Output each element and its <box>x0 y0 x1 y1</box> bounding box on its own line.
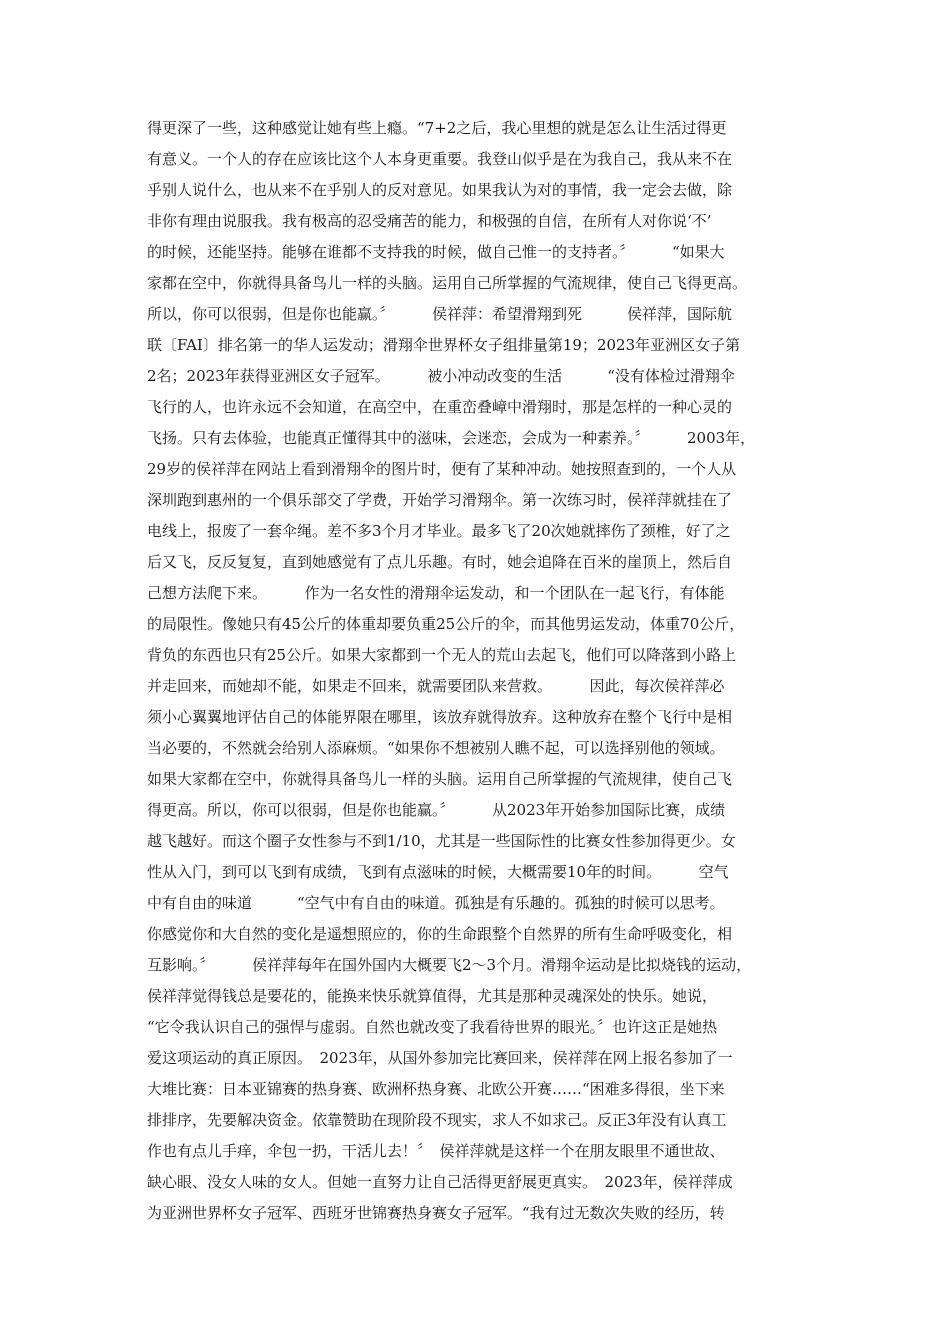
text-line: 所以，你可以很弱，但是你也能赢。〞 侯祥萍：希望滑翔到死 侯祥萍，国际航 <box>147 305 733 323</box>
text-line: 得更深了一些，这种感觉让她有些上瘾。“7+2之后，我心里想的就是怎么让生活过得更 <box>147 119 727 137</box>
text-line: 侯祥萍觉得钱总是要花的，能换来快乐就算值得，尤其是那种灵魂深处的快乐。她说， <box>147 987 718 1005</box>
text-line: 作也有点儿手痒，伞包一扔，干活儿去！〞 侯祥萍就是这样一个在朋友眼里不通世故、 <box>147 1142 725 1160</box>
text-line: 2名；2023年获得亚洲区女子冠军。 被小冲动改变的生活 “没有体检过滑翔伞 <box>147 367 735 385</box>
text-line: 非你有理由说服我。我有极高的忍受痛苦的能力，和极强的自信，在所有人对你说‘不’ <box>147 212 712 230</box>
text-line: 越飞越好。而这个圈子女性参与不到1/10，尤其是一些国际性的比赛女性参加得更少。女 <box>147 832 736 850</box>
text-line: 如果大家都在空中，你就得具备鸟儿一样的头脑。运用自己所掌握的气流规律，使自己飞 <box>147 770 733 788</box>
text-line: 当必要的，不然就会给别人添麻烦。“如果你不想被别人瞧不起，可以选择别他的领域。 <box>147 739 725 757</box>
text-line: 乎别人说什么，也从来不在乎别人的反对意见。如果我认为对的事情，我一定会去做，除 <box>147 181 733 199</box>
text-line: 己想方法爬下来。 作为一名女性的滑翔伞运发动，和一个团队在一起飞行，有体能 <box>147 584 725 602</box>
text-line: 缺心眼、没女人味的女人。但她一直努力让自己活得更舒展更真实。 2023年，侯祥萍成 <box>147 1173 733 1191</box>
text-line: 中有自由的味道 “空气中有自由的味道。孤独是有乐趣的。孤独的时候可以思考。 <box>147 894 725 912</box>
body-text <box>147 113 807 1229</box>
text-line: 并走回来，而她却不能，如果走不回来，就需要团队来营救。 因此，每次侯祥萍必 <box>147 677 725 695</box>
text-line: 飞行的人，也许永远不会知道，在高空中，在重峦叠嶂中滑翔时，那是怎样的一种心灵的 <box>147 398 733 416</box>
text-line: 为亚洲世界杯女子冠军、西班牙世锦赛热身赛女子冠军。“我有过无数次失败的经历，转 <box>147 1204 725 1222</box>
text-line: 得更高。所以，你可以很弱，但是你也能赢。〞 从2023年开始参加国际比赛，成绩 <box>147 801 726 819</box>
text-line: 联〔FAI〕排名第一的华人运发动；滑翔伞世界杯女子组排量第19；2023年亚洲区女子第 <box>147 336 741 354</box>
text-line: 背负的东西也只有25公斤。如果大家都到一个无人的荒山去起飞，他们可以降落到小路上 <box>147 646 737 664</box>
text-line: 的时候，还能坚持。能够在谁都不支持我的时候，做自己惟一的支持者。〞 “如果大 <box>147 243 725 261</box>
text-line: 排排序，先要解决资金。依靠赞助在现阶段不现实，求人不如求己。反正3年没有认真工 <box>147 1111 727 1129</box>
text-line: 家都在空中，你就得具备鸟儿一样的头脑。运用自己所掌握的气流规律，使自己飞得更高。 <box>147 274 748 292</box>
text-line: 你感觉你和大自然的变化是遥想照应的，你的生命跟整个自然界的所有生命呼吸变化，相 <box>147 925 733 943</box>
text-line: 的局限性。像她只有45公斤的体重却要负重25公斤的伞，而其他男运发动，体重70公斤， <box>147 615 745 633</box>
text-line: 深圳跑到惠州的一个俱乐部交了学费，开始学习滑翔伞。第一次练习时，侯祥萍就挂在了 <box>147 491 733 509</box>
text-line: 电线上，报废了一套伞绳。差不多3个月才毕业。最多飞了20次她就摔伤了颈椎，好了之 <box>147 522 731 540</box>
text-line: 须小心翼翼地评估自己的体能界限在哪里，该放弃就得放弃。这种放弃在整个飞行中是相 <box>147 708 733 726</box>
text-line: 29岁的侯祥萍在网站上看到滑翔伞的图片时，便有了某种冲动。她按照查到的，一个人从 <box>147 460 737 478</box>
text-line: 有意义。一个人的存在应该比这个人本身更重要。我登山似乎是在为我自己，我从来不在 <box>147 150 733 168</box>
text-line: 互影响。〞 侯祥萍每年在国外国内大概要飞2～3个月。滑翔伞运动是比拟烧钱的运动， <box>147 956 752 974</box>
text-line: “它令我认识自己的强悍与虚弱。自然也就改变了我看待世界的眼光。〞也许这正是她热 <box>147 1018 718 1036</box>
text-line: 大堆比赛：日本亚锦赛的热身赛、欧洲杯热身赛、北欧公开赛……“困难多得很，坐下来 <box>147 1080 725 1098</box>
text-line: 爱这项运动的真正原因。 2023年，从国外参加完比赛回来，侯祥萍在网上报名参加了一 <box>147 1049 733 1067</box>
text-line: 飞扬。只有去体验，也能真正懂得其中的滋味，会迷恋，会成为一种素养。〞 2003年， <box>147 429 756 447</box>
text-line: 性从入门，到可以飞到有成绩，飞到有点滋味的时候，大概需要10年的时间。 空气 <box>147 863 729 881</box>
text-line: 后又飞，反反复复，直到她感觉有了点儿乐趣。有时，她会追降在百米的崖顶上，然后自 <box>147 553 733 571</box>
